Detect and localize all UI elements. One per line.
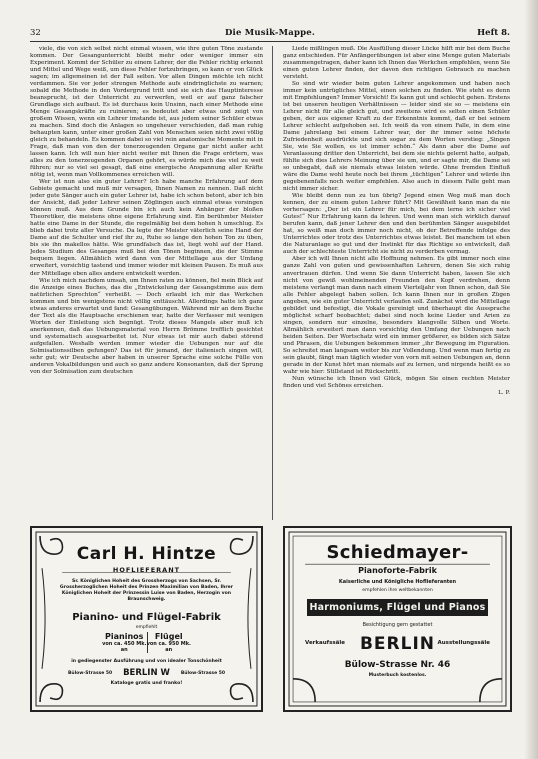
exhibition-rooms: Ausstellungssäle [437,640,490,646]
quality-line: in gediegenster Ausführung und von idealer Tonschönheit [71,659,222,664]
sample-book-note: Musterbuch kostenlos. [368,673,427,678]
street-address: Bülow-Strasse Nr. 46 [344,660,451,670]
paragraph: Nun wünsche ich Ihnen viel Glück, mögen Sie einen rechten Meister finden und viel Schönes erreichen. [283,375,510,389]
advertisement-hintze [30,526,263,712]
fluegel-label: Flügel [154,632,183,641]
company-name: Carl H. Hintze [76,544,217,564]
pianino-amount: von ca. 450 Mk. an [102,641,147,653]
royal-patrons: Sr. Königlichen Hoheit des Grossherzogs von Sachsen, Sr. Grossherzoglichen Hoheit des Prinzen Maximilian von Baden, Ihrer Königlichen Hoheit der Prinzessin Luise von Baden, Herzogin von Braunschweig. [59,579,234,602]
column-divider [272,46,273,520]
article-left-column [30,46,263,520]
paragraph: Aber ich will Ihnen nicht alle Hoffnung nehmen. Es gibt immer noch eine ganze Zahl von guten und gewissenhaften Lehrern, denen Sie sich ruhig anvertrauen dürfen. Und wenn Sie dann Unterricht haben, lassen Sie sich nicht von gewiß wohlmeinenden Freunden den Kopf verdrehen, denn meistens verlangt man dann nach einem Vierteljahr von Ihnen schon, daß Sie alle Fehler abgelegt haben sollen. Ich kann Ihnen nur in großen Zügen angeben, wie ein guter Unterricht verlaufen soll. Zunächst wird die Mittellage gebildet und befestigt, die Vokale gereinigt und überhaupt die Aussprache möglichst scharf beobachtet; dabei sind noch keine Lieder und Arien zu singen, sondern nur einzelne, besonders klangvolle Silben und Worte. Allmählich erweitert man dann vorsichtig den Umfang der Uebungen nach beiden Seiten. Der Wortschatz wird ein immer größerer, es bilden sich Sätze und Phrasen, die Uebungen bekommen immer „ihr Bewegung im Figuration. So schreitet man langsam weiter bis zur Vollendung. Und wenn man fertig zu sein glaubt, fängt man täglich wieder von vorn mit seinen Uebungen an, denn gerade in der Kunst hört man niemals auf zu lernen, und nirgends heißt es so wahr wie hier: Stillstand ist Rückschritt. [283,256,510,375]
page-edge-shadow [524,0,538,759]
city: BERLIN [359,634,436,654]
company-name: Schiedmayer- [326,542,469,563]
paragraph: Liede mißlingen muß. Die Ausfüllung dieser Lücke hilft mir bei dem Buche ganz entschieden. Für Anfängerübungen ist aber eine Menge guten Materials zusammengetragen, daher kann ich Ihnen das Werkchen empfehlen, wenn Sie einen guten Lehrer finden, der davon den richtigen Gebrauch zu machen versteht. [283,46,510,81]
article-right-column [283,46,510,520]
address-row [305,634,490,658]
recommends-text: empfiehlt [135,625,158,630]
court-supplier: Kaiserliche und Königliche Hoflieferanten [338,579,457,585]
page-number: 32 [30,28,41,38]
paragraph: So sind wir wieder beim guten Lehrer angekommen und haben noch immer kein untrügliches Mittel, einen solchen zu finden. Wie steht es denn mit Empfehlungen? Immer Vorsicht! Es kann gut und schlecht gehen. Erstens ist bei unseren heutigen Verhältnissen — leider sind sie so — meistens ein Lehrer nicht für alle gleich gut, und zweitens wird es selten einen Schüler geben, der aus eigener Kraft zu der Erkenntnis kommt, daß er bei seinem Lehrer schlecht aufgehoben sei. Ich weiß da von einem Falle, in dem eine Dame jahrelang bei einem Lehrer war, der ihr immer seine höchste Zufriedenheit ausdrückte und sich sogar zu dem Worten verstieg: „Singen Sie, wie Sie wollen, es ist immer schön.“ Als dann aber die Dame auf Veranlassung dritter den Unterricht, bei dem sie nichts gelernt hatte, aufgab, fühlte sich dies Lehrers Meinung über sie um, und er sagte mir, die Dame sei so unbegabt, daß sie niemals etwas leisten würde. Ohne fremden Einfluß wäre die Dame wohl heute noch bei ihrem „tüchtigen“ Lehrer und würde ihn gegebenenfalls noch weiter empfehlen. Also auch in diesem Falle geht man nicht immer sicher. [283,81,510,193]
price-box [102,632,191,662]
catalog-note: Kataloge gratis und franko! [110,681,183,686]
pianino-label: Pianinos [105,632,144,641]
recommends-text: empfehlen ihre weltbekannten [362,588,433,593]
visit-note: Besichtigung gern gestattet [362,622,433,628]
street-left: Bülow-Strasse 50 [68,671,113,676]
author-signature: L. P. [498,389,510,396]
address-row [68,668,225,680]
paragraph: Wie ich mich nachdem umsah, um Ihnen raten zu können, fiel mein Blick auf die Anzeige eines Buches, das die „Entwickelung der Gesangstimme aus dem natürlichen Sprechton“ verheißt. — Doch erlaubt ich mir das Werkchen kommen und bin wenigstens nicht völlig enttäuscht. Allerdings hatte ich ganz etwas anderes erwartet und fand: Gesangübungen. Während mir an dem Buche der Text als die Hauptsache erschienen war, hatte der Verfasser mit wenigen Worten der Einleitung sich begnügt. Trotz dieses Mangels aber muß ich anerkennen, daß das Uebungsmaterial von Herrn Brömme trefflich gesichtet und systematisch ausgearbeitet ist. Nur etwas ist mir auch dabei störend aufgefallen. Weshalb werden immer wieder die Uebungen nur auf die Solmisationssilben gefungen? Das ist für jemand, der italienisch singen will, sehr gut; wir Deutsche aber haben in unserer Sprache eine solche Fülle von anderen Vokalbildungen und auch so ganz andere Konsonanten, daß der Sprung von der Solmisation zum deutschen [30,277,263,375]
paragraph: Wer ist nun also ein guter Lehrer? Ich habe manche Erfahrung auf dem Gebiete gemacht und muß mir versagen, Ihnen Namen zu nennen. Daß nicht jeder gute Sänger auch ein guter Lehrer ist, habe ich schon betont, aber ich bin der Ansicht, daß jeder Lehrer seinen Zöglingen auch einmal etwas vorsingen können muß. Aus dem Grunde bin ich auch kein Anhänger der bloßen Theoretiker, die meistens ohne eigene Erfahrung sind. Ein berühmter Meister hatte eine Dame in der Stunde, die regelmäßig bei dem hohen h umschlug. Es blieb dabei trotz aller Versuche. Da legte der Meister väterlich seine Hand der Dame auf die Schulter und rief ihr zu, Ruhe so lange den hohen Ton zu üben, bis sie ihn makellos hätte. Wie grundfalsch das ist, liegt wohl auf der Hand. Jedes Studium des Gesanges muß bei den Tönen beginnen, die der Stimme bequem liegen. Allmählich wird dann von der Mittellage aus der Umfang erweitert, vorsichtig tastend und immer wieder mit kleinen Pausen. Es muß aus der Mittellage eben alles andere entwickelt werden. [30,179,263,277]
product-line: Pianino- und Flügel-Fabrik [72,612,221,623]
fluegel-price [147,632,192,653]
street-right: Bülow-Strasse 50 [180,671,225,676]
sales-rooms: Verkaufssäle [305,640,345,646]
products-banner: Harmoniums, Flügel und Pianos [307,599,488,616]
fluegel-amount: von ca. 950 Mk. an [146,641,191,653]
page-header [30,28,510,40]
company-title: HOFLIEFERANT [112,566,181,574]
city: BERLIN W [123,668,170,678]
issue-number: Heft 8. [477,28,510,38]
journal-title: Die Musik-Mappe. [224,28,315,38]
pianino-price [102,632,148,653]
header-rule [30,41,510,42]
paragraph: viele, die von sich selbst nicht einmal wissen, wie ihre guten Töne zustande kommen. Der Gesangunterricht bleibt mehr oder weniger immer ein Experiment. Kommt der Schüler zu einem Lehrer, der die Fehler richtig erkennt und Mittel und Wege weiß, um diese Fehler fortzubringen, so kann er von Glück sagen; im allgemeinen ist der Fall selten. Vor allen Dingen möchte ich nicht verdammen. Sie vor jeder strengen Methode aufs eindringlichste zu warnen; sobald die Methode in den Vordergrund tritt und sie sich das Hauptinteresse beansprucht, ist der Unterricht zu verwerfen, weil er auf ganz falscher Grundlage sich aufbaut. Es ist durchaus kein Unsinn, nach einer Methode eine Menge Gesangskräfte zu ruinieren; es bedeutet aber etwas und zeigt von großem Wissen, wenn ein Lehrer imstande ist, aus jedem seiner Schüler etwas zu machen. Sind doch die Anlagen so ungeheuer verschieden, daß man ruhig behaupten kann, unter einer großen Zahl von Menschen seien nicht zwei völlig gleich zu behandeln. Es kommen dabei so viel rein anatomische Momente mit in Frage, daß man von den der tonerzeugenden Organe gar nicht außer acht lassen kann. Ich will nun hier nicht weiter mit Ihnen die Frage erörtern, was alles zu den tonerzeugenden Organen gehört, es würde mich das viel zu weit führen; nur so viel sei gesagt, daß eine energische Anspannung aller Kräfte nötig ist, wenn man Vollkommenes erreichen will. [30,46,263,179]
advertisement-schiedmayer [283,526,512,712]
paragraph: Wie bleibt denn nun zu tun übrig? Jegend einen Weg muß man doch kennen, der zu einem guten Lehrer führt? Mit Gewißheit kann man da nie vorhersagen: „Der ist ein Lehrer für mich, bei dem lerne ich sicher viel Gutes!“ Nur Erfahrung kann da lehren. Und wenn man sich wirklich darauf berufen kann, daß jener Lehrer den und den berühmten Sänger ausgebildet hat, so weiß man doch immer noch nicht, ob der Betreffende infolge des Unterrichtes oder trotz des Unterrichtes etwas leistet. Bei manchem ist eben die Naturanlage so gut und der Instinkt für das Richtige so entwickelt, daß auch der schlechteste Unterricht sie nicht zu verderben vermag. [283,193,510,256]
company-subtitle: Pianoforte-Fabrik [358,566,437,575]
